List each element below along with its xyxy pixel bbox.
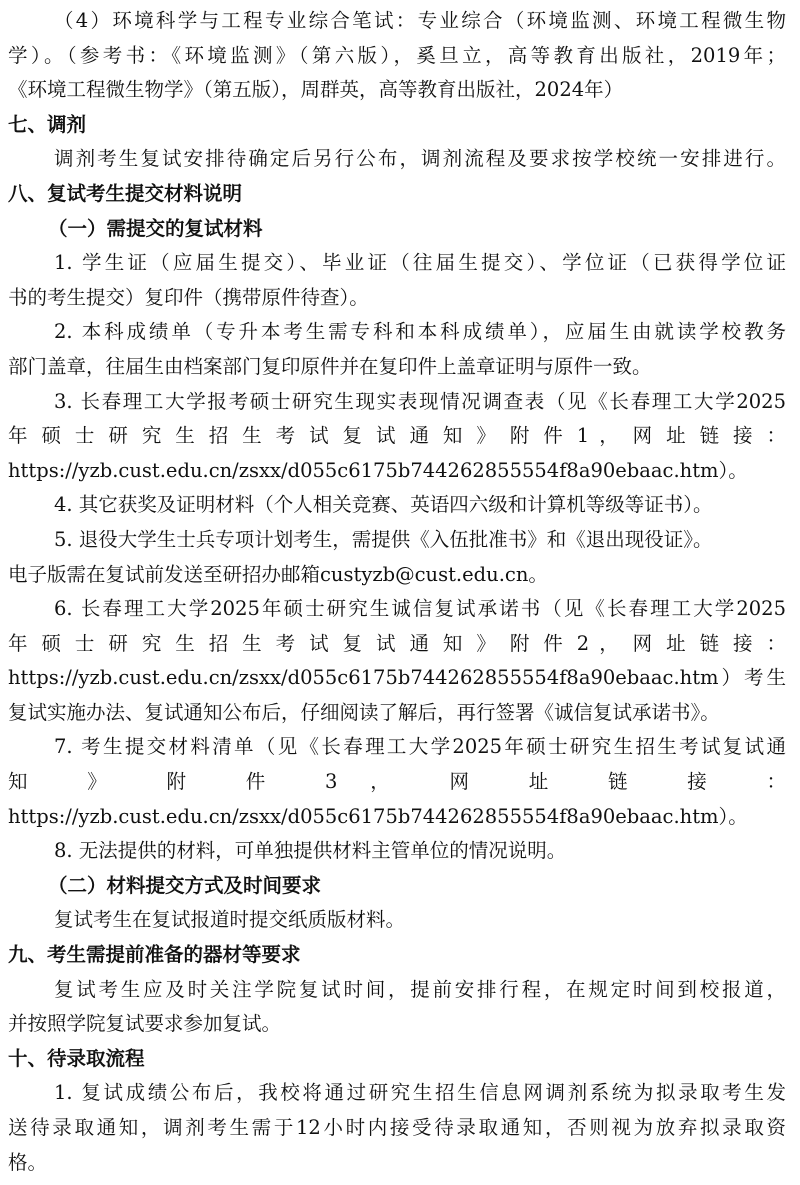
text-line: 送待录取通知，调剂考生需于12小时内接受待录取通知，否则视为放弃拟录取资 <box>8 1116 786 1139</box>
url-line: https://yzb.cust.edu.cn/zsxx/d055c6175b744262855554f8a90ebaac.htm）。 <box>8 458 748 482</box>
text-line: 3. 长春理工大学报考硕士研究生现实表现情况调查表（见《长春理工大学2025 <box>54 389 786 413</box>
text-line: 《环境工程微生物学》（第五版），周群英，高等教育出版社，2024年） <box>8 78 624 102</box>
subsection-heading: （一）需提交的复试材料 <box>48 216 263 240</box>
text-line: 复试实施办法、复试通知公布后，仔细阅读了解后，再行签署《诚信复试承诺书》。 <box>8 700 720 724</box>
text-line: 1. 复试成绩公布后，我校将通过研究生招生信息网调剂系统为拟录取考生发 <box>54 1081 786 1105</box>
text-line: 部门盖章，往届生由档案部门复印原件并在复印件上盖章证明与原件一致。 <box>8 354 652 378</box>
text-line: 2. 本科成绩单（专升本考生需专科和本科成绩单），应届生由就读学校教务 <box>54 320 786 344</box>
url-line: https://yzb.cust.edu.cn/zsxx/d055c6175b744262855554f8a90ebaac.htm）考生 <box>8 666 786 690</box>
text-line: 6. 长春理工大学2025年硕士研究生诚信复试承诺书（见《长春理工大学2025 <box>54 597 786 621</box>
text-line: 知 》 附 件 3 ， 网 址 链 接 ： <box>8 770 786 794</box>
text-line: 书的考生提交）复印件（携带原件待查）。 <box>8 285 369 309</box>
section-heading-7: 七、调剂 <box>8 112 87 136</box>
text-line: 7. 考生提交材料清单（见《长春理工大学2025年硕士研究生招生考试复试通 <box>54 735 786 759</box>
text-line: 年 硕 士 研 究 生 招 生 考 试 复 试 通 知 》 附 件 2 ， 网 址 链 接 ： <box>8 631 786 655</box>
section-heading-10: 十、待录取流程 <box>8 1046 145 1070</box>
text-line: 学）。（参考书：《环境监测》（第六版），奚旦立，高等教育出版社，2019年； <box>8 43 786 67</box>
text-line: 格。 <box>8 1150 48 1174</box>
text-line: （4）环境科学与工程专业综合笔试：专业综合（环境监测、环境工程微生物 <box>54 9 786 32</box>
subsection-heading: （二）材料提交方式及时间要求 <box>48 873 322 897</box>
text-line: 8. 无法提供的材料，可单独提供材料主管单位的情况说明。 <box>54 839 567 863</box>
text-line: 年 硕 士 研 究 生 招 生 考 试 复 试 通 知 》 附 件 1 ， 网 址 链 接 ： <box>8 424 786 448</box>
text-line: 复试考生应及时关注学院复试时间，提前安排行程，在规定时间到校报道， <box>54 977 786 1001</box>
text-line: 并按照学院复试要求参加复试。 <box>8 1012 282 1036</box>
section-heading-9: 九、考生需提前准备的器材等要求 <box>8 943 301 967</box>
text-line: 复试考生在复试报道时提交纸质版材料。 <box>54 908 406 932</box>
url-line: https://yzb.cust.edu.cn/zsxx/d055c6175b744262855554f8a90ebaac.htm）。 <box>8 804 748 828</box>
text-line: 1. 学生证（应届生提交）、毕业证（往届生提交）、学位证（已获得学位证 <box>54 251 786 275</box>
section-heading-8: 八、复试考生提交材料说明 <box>8 181 243 205</box>
text-line: 5. 退役大学生士兵专项计划考生，需提供《入伍批准书》和《退出现役证》。 <box>54 527 713 551</box>
text-line: 4. 其它获奖及证明材料（个人相关竞赛、英语四六级和计算机等级等证书）。 <box>54 493 713 517</box>
email-line: 电子版需在复试前发送至研招办邮箱custyzb@cust.edu.cn。 <box>8 562 548 586</box>
text-line: 调剂考生复试安排待确定后另行公布，调剂流程及要求按学校统一安排进行。 <box>54 147 786 171</box>
